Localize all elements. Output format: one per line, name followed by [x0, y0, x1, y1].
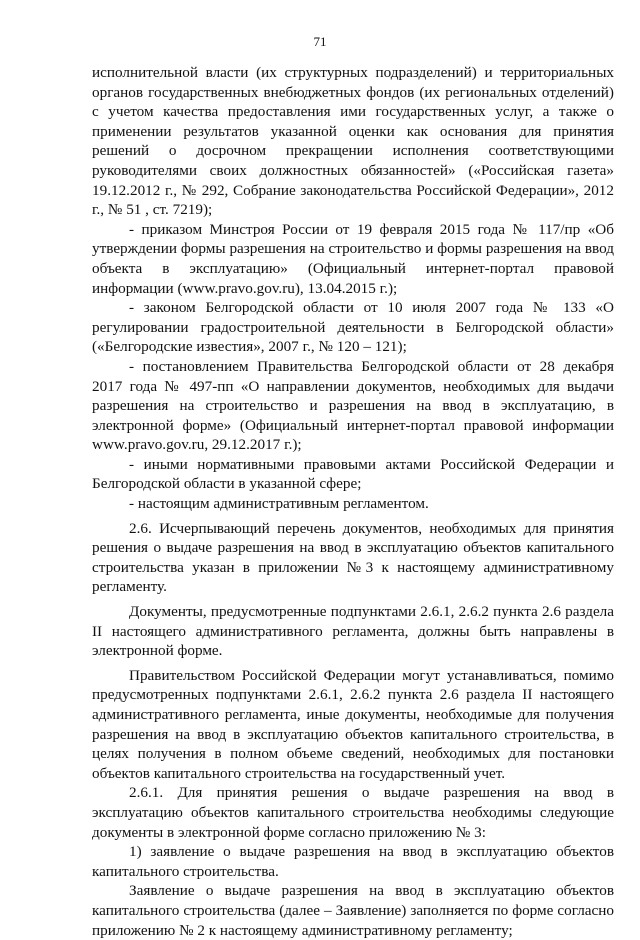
paragraph-2-6: 2.6. Исчерпывающий перечень документов, необходимых для принятия решения о выдаче разрешения на ввод в эксплуатацию объектов капитального строительства указан в приложении №3 к настоящему административному регламенту. — [92, 519, 614, 596]
paragraph-electronic-form: Документы, предусмотренные подпунктами 2.6.1, 2.6.2 пункта 2.6 раздела II настоящего административного регламента, должны быть направлены в электронной форме. — [92, 603, 614, 660]
paragraph-item-1: 1) заявление о выдаче разрешения на ввод в эксплуатацию объектов капитального строительства. — [92, 843, 614, 880]
paragraph-other-acts: - иными нормативными правовыми актами Российской Федерации и Белгородской области в указанной сфере; — [92, 455, 614, 493]
paragraph-government-resolution: - постановлением Правительства Белгородской области от 28 декабря 2017 года № 497-пп «О направлении документов, необходимых для выдачи разрешения на строительство и разрешения на ввод в эксплуатацию, в электронной форме» (Официальный интернет-портал правовой информации www.pravo.gov.ru, 29.12.2017 г.); — [92, 357, 614, 454]
paragraph-continuation: исполнительной власти (их структурных подразделений) и территориальных органов государственных внебюджетных фондов (их региональных отделений) с учетом качества предоставления ими государственных услуг, а также о применении результатов указанной оценки как основания для принятия решений о досрочном прекращении исполнения соответствующими руководителями своих должностных обязанностей» («Российская газета» 19.12.2012 г., № 292, Собрание законодательства Российской Федерации», 2012 г., № 51 , ст. 7219); — [92, 64, 614, 219]
paragraph-minstroy-order: - приказом Минстроя России от 19 февраля 2015 года № 117/пр «Об утверждении формы разрешения на строительство и формы разрешения на ввод объекта в эксплуатацию» (Официальный интернет-портал правовой информации (www.pravo.gov.ru), 13.04.2015 г.); — [92, 220, 614, 297]
paragraph-2-6-1: 2.6.1. Для принятия решения о выдаче разрешения на ввод в эксплуатацию объектов капитального строительства необходимы следующие документы в электронной форме согласно приложению № 3: — [92, 784, 614, 841]
page-number: 71 — [313, 34, 327, 49]
document-body — [92, 63, 614, 940]
paragraph-application-form: Заявление о выдаче разрешения на ввод в эксплуатацию объектов капитального строительства (далее – Заявление) заполняется по форме согласно приложению № 2 к настоящему административному регламенту; — [92, 882, 614, 939]
paragraph-this-regulation: - настоящим административным регламентом. — [129, 495, 429, 513]
paragraph-government-additional: Правительством Российской Федерации могут устанавливаться, помимо предусмотренных подпунктами 2.6.1, 2.6.2 пункта 2.6 раздела II настоящего административного регламента, иные документы, необходимые для получения разрешения на ввод в эксплуатацию объектов капитального строительства, в целях получения в полном объеме сведений, необходимых для постановки объектов капитального строительства на государственный учет. — [92, 666, 614, 782]
paragraph-belgorod-law: - законом Белгородской области от 10 июля 2007 года № 133 «О регулировании градостроительной деятельности в Белгородской области» («Белгородские известия», 2007 г., № 120 – 121); — [92, 299, 614, 356]
